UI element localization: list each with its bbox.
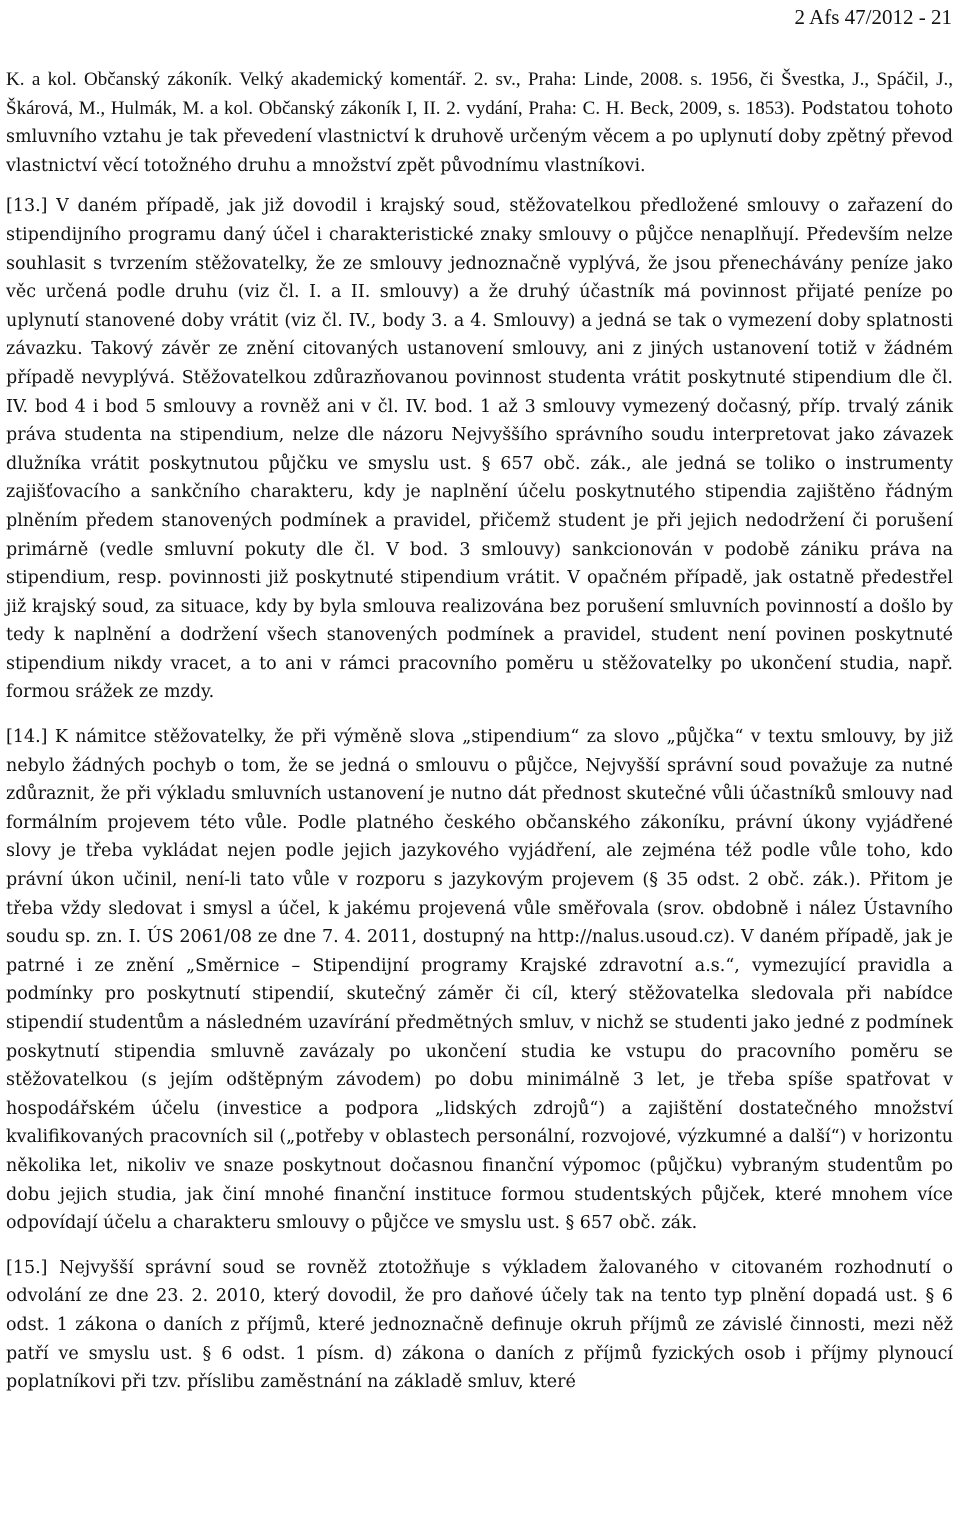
- paragraph-text: K námitce stěžovatelky, že při výměně slova „stipendium“ za slovo „půjčka“ v textu smlouvy, by již nebylo žádných pochyb o tom, že se jedná o smlouvu o půjčce, Nejvyšší správní soud považuje za nutné zdůraznit, že při výkladu smluvních ustanovení je nutno dát přednost skutečné vůli účastníků smlouvy nad formálním projevem této vůle. Podle platného českého občanského zákoníku, právní úkony vyjádřené slovy je třeba vykládat nejen podle jejich jazykového vyjádření, ale zejména též podle vůle toho, kdo právní úkon učinil, není-li tato vůle v rozporu s jazykovým projevem (§ 35 odst. 2 obč. zák.). Přitom je třeba vždy sledovat i smysl a účel, k jakému projevená vůle směřovala (srov. obdobně i nález Ústavního soudu sp. zn. I. ÚS 2061/08 ze dne 7. 4. 2011, dostupný na http://nalus.usoud.cz). V daném případě, jak je patrné i ze znění „Směrnice – Stipendijní programy Krajské zdravotní a.s.“, vymezující pravidla a podmínky pro poskytnutí stipendií, skutečný záměr či cíl, který stěžovatelka sledovala při nabídce stipendií studentům a následném uzavírání předmětných smluv, v nichž se studenti jako jedné z podmínek poskytnutí stipendia smluvně zavázaly po ukončení studia ke vstupu do pracovního poměru se stěžovatelkou (s jejím odštěpným závodem) po dobu minimálně 3 let, je třeba spíše spatřovat v hospodářském účelu (investice a podpora „lidských zdrojů“) a zajištění dostatečného množství kvalifikovaných pracovních sil („potřeby v oblastech personální, rozvojové, výzkumné a další“) v horizontu několika let, nikoliv ve snaze poskytnout dočasnou finanční výpomoc (půjčku) vybraným studentům po dobu jejich studia, jak činí mnohé finanční instituce formou studentských půjček, které mnohem více odpovídají účelu a charakteru smlouvy o půjčce ve smyslu ust. § 657 obč. zák.: [6, 727, 953, 1234]
- paragraph-14: [6, 723, 953, 1238]
- paragraph-text: Podstatou tohoto smluvního vztahu je tak převedení vlastnictví k druhově určeným věcem a po uplynutí doby zpětný převod vlastnictví věcí totožného druhu a množství zpět původnímu vlastníkovi.: [6, 98, 953, 176]
- paragraph-text: Nejvyšší správní soud se rovněž ztotožňuje s výkladem žalovaného v citovaném rozhodnutí o odvolání ze dne 23. 2. 2010, který dovodil, že pro daňové účely tak na tento typ plnění dopadá ust. § 6 odst. 1 zákona o daních z příjmů, které jednoznačně definuje okruh příjmů ze závislé činnosti, mezi něž patří ve smyslu ust. § 6 odst. 1 písm. d) zákona o daních z příjmů fyzických osob i příjmy plynoucí poplatníkovi při tzv. příslibu zaměstnání na základě smluv, které: [6, 1257, 953, 1393]
- paragraph-text: V daném případě, jak již dovodil i krajský soud, stěžovatelkou předložené smlouvy o zařazení do stipendijního programu daný účel i charakteristické znaky smlouvy o půjčce nenaplňují. Především nelze souhlasit s tvrzením stěžovatelky, že ze smlouvy jednoznačně vyplývá, že jsou přenechávány peníze jako věc určená podle druhu (viz čl. I. a II. smlouvy) a že druhý účastník má povinnost přijaté peníze po uplynutí stanovené doby vrátit (viz čl. IV., body 3. a 4. Smlouvy) a jedná se tak o vymezení doby splatnosti závazku. Takový závěr ze znění citovaných ustanovení smlouvy, ani z jiných ustanovení totiž v žádném případě nevyplývá. Stěžovatelkou zdůrazňovanou povinnost studenta vrátit poskytnuté stipendium dle čl. IV. bod 4 i bod 5 smlouvy a rovněž ani v čl. IV. bod. 1 až 3 smlouvy vymezený dočasný, příp. trvalý zánik práva studenta na stipendium, nelze dle názoru Nejvyššího správního soudu interpretovat jako závazek dlužníka vrátit poskytnutou půjčku ve smyslu ust. § 657 obč. zák., ale jedná se toliko o instrumenty zajišťovacího a sankčního charakteru, kdy je naplnění účelu poskytnutého stipendia zajištěno řádným plněním předem stanovených podmínek a pravidel, přičemž student je při jejich nedodržení či porušení primárně (vedle smluvní pokuty dle čl. V bod. 3 smlouvy) sankcionován v podobě zániku práva na stipendium, resp. povinnosti již poskytnuté stipendium vrátit. V opačném případě, jak ostatně předestřel již krajský soud, za situace, kdy by byla smlouva realizována bez porušení smluvních povinností a došlo by tedy k naplnění a dodržení všech stanovených podmínek a pravidel, student není povinen poskytnuté stipendium nikdy vracet, a to ani v rámci pracovního poměru u stěžovatelky po ukončení studia, např. formou srážek ze mzdy.: [6, 196, 953, 703]
- paragraph-13: [6, 192, 953, 707]
- literature-citation: K. a kol. Občanský zákoník. Velký akademický komentář. 2. sv., Praha: Linde, 2008. s. 1956, či Švestka, J., Spáčil, J., Škárová, M., Hulmák, M. a kol. Občanský zákoník I, II. 2. vydání, Praha: C. H. Beck, 2009, s. 1853).: [6, 69, 953, 119]
- document-body: [6, 66, 953, 1413]
- paragraph-continued: [6, 66, 953, 180]
- paragraph-15: [6, 1254, 953, 1397]
- paragraph-number: [15.]: [6, 1257, 48, 1278]
- paragraph-number: [13.]: [6, 196, 48, 217]
- page-header-case-number: 2 Afs 47/2012 - 21: [794, 5, 952, 29]
- paragraph-number: [14.]: [6, 727, 48, 748]
